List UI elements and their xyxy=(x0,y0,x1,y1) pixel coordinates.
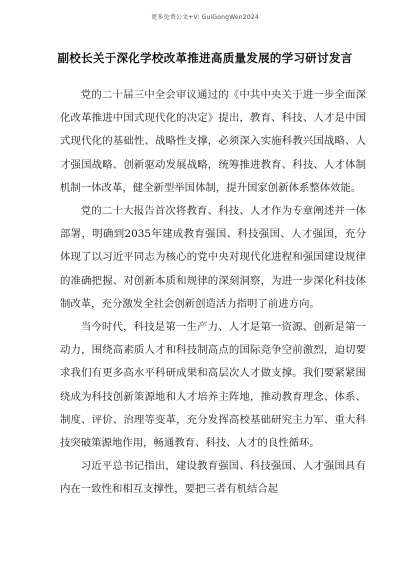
paragraph: 党的二十届三中全会审议通过的《中共中央关于进一步全面深化改革推进中国式现代化的决定》提出，教育、科技、人才是中国式现代化的基础性、战略性支撑，必须深入实施科教兴国战略、人才强国战略、创新驱动发展战略，统筹推进教育、科技、人才体制机制一体改革，健全新型举国体制，提升国家创新体系整体效能。 xyxy=(60,89,366,194)
document-body xyxy=(60,84,366,502)
paragraph: 党的二十大报告首次将教育、科技、人才作为专章阐述并一体部署，明确到2035年建成教育强国、科技强国、人才强国，充分体现了以习近平同志为核心的党中央对现代化进程和强国建设规律的准确把握、对创新本质和规律的深刻洞察，为进一步深化科技体制改革，充分激发全社会创新创造活力指明了前进方向。 xyxy=(60,205,366,310)
document-title: 副校长关于深化学校改革推进高质量发展的学习研讨发言 xyxy=(57,51,353,65)
header-watermark: 更多免费公文+V: GuiGongWen2024 xyxy=(151,14,259,21)
paragraph: 当今时代，科技是第一生产力、人才是第一资源、创新是第一动力，围绕高素质人才和科技制高点的国际竞争空前激烈，迫切要求我们有更多高水平科研成果和高层次人才做支撑。我们要紧紧围绕成为科技创新策源地和人才培养主阵地，推动教育理念、体系、制度、评价、治理等变革，充分发挥高校基础研究主力军、重大科技突破策源地作用，畅通教育、科技、人才的良性循环。 xyxy=(60,321,366,450)
paragraph: 习近平总书记指出，建设教育强国、科技强国、人才强国具有内在一致性和相互支撑性，要把三者有机结合起 xyxy=(60,460,366,496)
